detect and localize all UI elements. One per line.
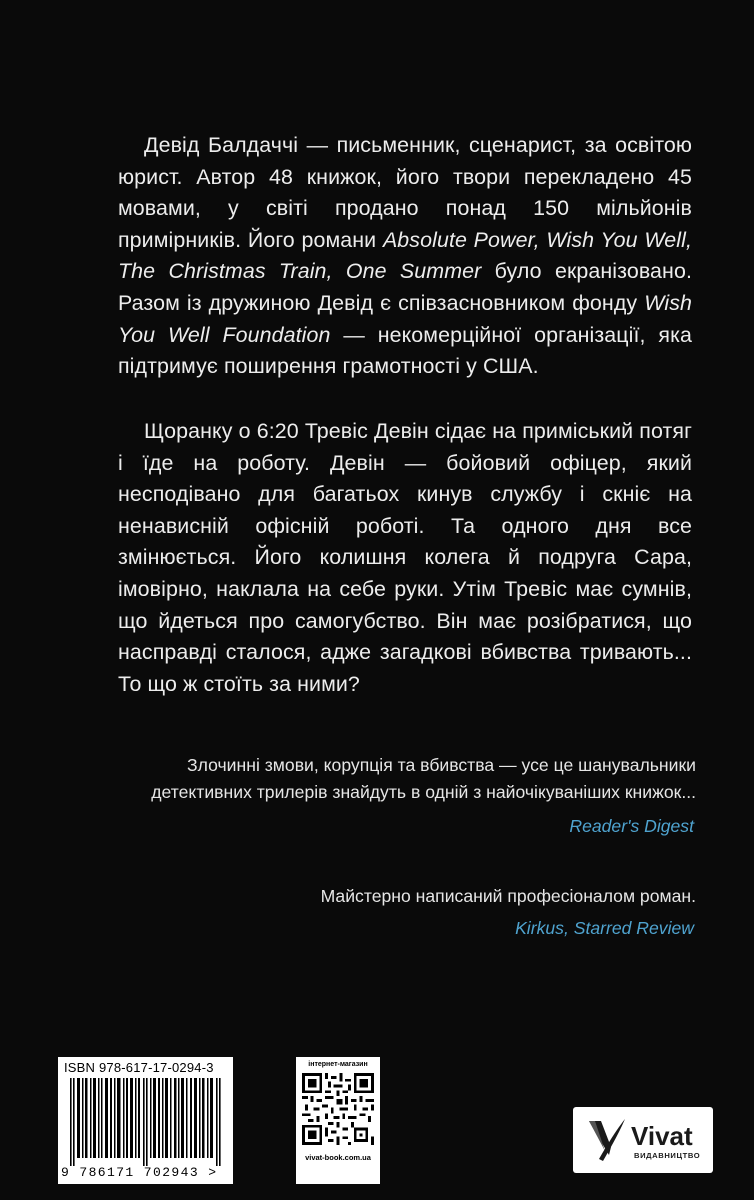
foundation-name: Wish You Well Foundation xyxy=(118,290,692,347)
vivat-logo-icon xyxy=(587,1117,627,1163)
publisher-name: Vivat xyxy=(631,1121,693,1151)
publisher-subtitle: ВИДАВНИЦТВО xyxy=(634,1151,701,1160)
qr-code-icon xyxy=(302,1073,374,1145)
qr-code-block xyxy=(296,1057,380,1184)
review-quote-2: Майстерно написаний професіоналом роман. xyxy=(320,886,696,906)
author-bio-text-2: було екранізовано. Разом із дружиною Девід є співзасновником фонду xyxy=(118,259,692,315)
qr-top-label: інтернет-магазин xyxy=(308,1061,368,1068)
review-source-1: Reader's Digest xyxy=(569,816,694,836)
film-titles: Absolute Power, Wish You Well, The Christmas Train, One Summer xyxy=(118,227,692,284)
book-synopsis: Щоранку о 6:20 Тревіс Девін сідає на приміський потяг і їде на роботу. Девін — бойовий офіцер, який несподівано для багатьох кинув службу і скніє на ненависній офісній роботі. Та одного дня все змінюється. Його колишня колега й подруга Сара, імовірно, наклала на себе руки. Утім Тревіс має сумнів, що йдеться про самогубство. Він має розібратися, що насправді сталося, адже загадкові вбивства тривають... То що ж стоїть за ними? xyxy=(118,419,692,696)
author-bio-text-3: — некомерційної організації, яка підтримує поширення грамотності у США. xyxy=(118,322,692,379)
publisher-logo xyxy=(573,1107,713,1173)
isbn-label: ISBN 978-617-17-0294-3 xyxy=(64,1060,214,1075)
author-bio-text-1: Девід Балдаччі — письменник, сценарист, за освітою юрист. Автор 48 книжок, його твори перекладено 45 мовами, у світі продано понад 150 мільйонів примірників. Його романи xyxy=(118,133,692,252)
review-source-2: Kirkus, Starred Review xyxy=(515,918,694,938)
barcode-icon xyxy=(68,1078,224,1166)
qr-bottom-label: vivat-book.com.ua xyxy=(305,1153,371,1162)
review-quote-1: Злочинні змови, корупція та вбивства — усе це шанувальники детективних трилерів знайдуть в одній з найочікуваніших книжок... xyxy=(151,755,696,802)
barcode-digits: 9 786171 702943 > xyxy=(61,1165,218,1180)
isbn-barcode-block xyxy=(58,1057,233,1184)
author-bio xyxy=(118,130,692,383)
